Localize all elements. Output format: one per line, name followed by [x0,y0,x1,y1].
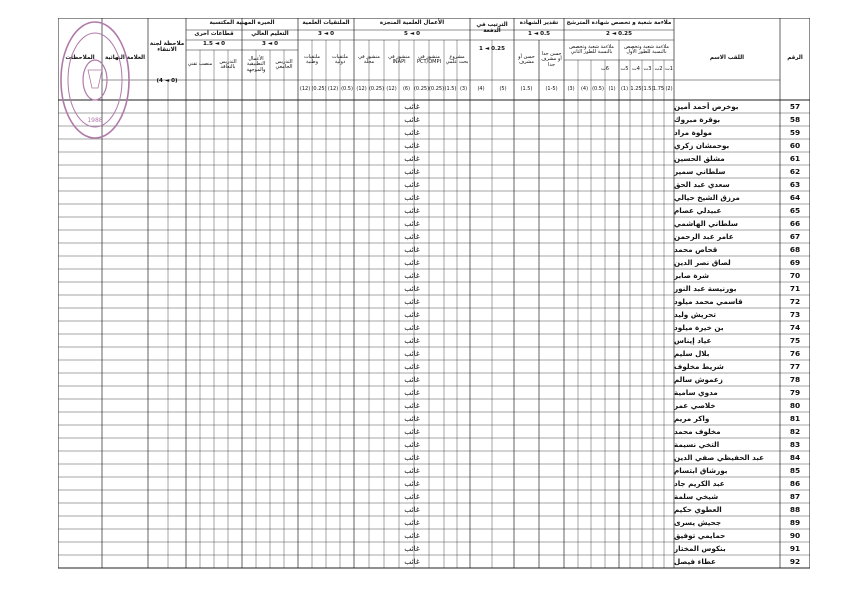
header-committee: ملاحظة لجنة الانتقاء [149,41,185,53]
coefficient-cell: (1-5) [545,86,558,93]
row-name: جحيش يسرى [674,517,722,527]
row-absent-status: غائب [404,153,420,163]
coefficient-cell: (0.5) [341,86,353,93]
coefficient-cell: (1) [608,86,616,93]
row-absent-status: غائب [404,348,420,358]
header-ranking-range: 0.25 ◄ 1 [479,46,505,53]
row-rank: 75 [789,335,801,345]
row-rank: 92 [789,556,801,566]
row-rank: 87 [789,491,801,501]
row-absent-status: غائب [404,361,420,371]
coefficient-cell: (0.5) [592,86,604,93]
coefficient-cell: (4) [477,86,485,93]
row-rank: 90 [789,530,801,540]
coefficient-cell: 1.25 [630,86,642,93]
row-rank: 73 [789,309,801,319]
row-name: التخي نسيمة [674,439,720,449]
row-absent-status: غائب [404,231,420,241]
row-name: شيخي سلمة [674,491,719,501]
row-absent-status: غائب [404,335,420,345]
row-name: بن خيرة ميلود [674,322,724,332]
row-absent-status: غائب [404,556,420,566]
row-rank: 77 [789,361,801,371]
coefficient-cell: (0.25) [414,86,429,93]
row-rank: 74 [789,322,801,332]
header-grade-good: حسن أو مشرف [518,53,535,65]
row-rank: 71 [789,283,801,293]
header-first-phase: ملاءمة شعبة وتخصص بالنسبة للطور الأول [624,43,669,55]
row-absent-status: غائب [404,465,420,475]
row-name: سعدي عبد الحق [674,179,730,189]
header-notes: الملاحظات [65,55,95,62]
row-rank: 67 [789,231,801,241]
row-absent-status: غائب [404,413,420,423]
row-rank: 61 [789,153,801,163]
row-rank: 91 [789,543,801,553]
row-name: سلطاني الهاشمي [674,218,738,228]
row-rank: 84 [789,452,801,462]
header-scientific-works: الأعمال العلمية المنجزة [379,20,445,27]
header-higher-ed: التعليم العالي [251,31,289,38]
row-name: بوقرة مبروك [674,114,721,124]
code-t4: 4ت [632,66,640,73]
header-sem-national: ملتقيات دولية [331,53,349,65]
row-absent-status: غائب [404,426,420,436]
row-name: قاسمي محمد ميلود [674,296,743,306]
row-name: زعموش سالم [674,374,723,384]
header-exp-contract: الأعمال التطبيقية والموجهة [246,56,266,73]
row-rank: 62 [789,166,801,176]
row-rank: 78 [789,374,801,384]
header-seminars-range: 0 ◄ 3 [318,31,335,38]
row-rank: 60 [789,140,801,150]
header-pub-inapi: منشور في INAPI [388,53,410,65]
row-name: بوخرص أحمد أمين [674,101,739,111]
row-name: مولوة مراد [674,127,712,137]
code-t5: 5ت [620,66,629,73]
row-name: بلال سليم [674,348,710,358]
row-absent-status: غائب [404,296,420,306]
coefficient-cell: 0.25 [313,86,325,93]
header-pub-journal: منشور في مجلة [358,53,380,65]
coefficient-cell: (12) [299,86,311,93]
code-t1: 1ت [665,66,673,73]
header-second-phase: ملاءمة شعبة وتخصص بالنسبة للطور الثاني [569,43,614,55]
coefficient-cell: (1.5) [444,86,457,93]
row-absent-status: غائب [404,387,420,397]
row-name: بورنيسة عبد النور [674,283,737,293]
coefficient-cell: (6) [402,86,411,93]
header-higher-ed-range: 0 ◄ 3 [262,41,279,48]
row-absent-status: غائب [404,140,420,150]
row-rank: 86 [789,478,801,488]
row-rank: 64 [789,192,801,202]
coefficient-cell: (5) [499,86,507,93]
row-rank: 57 [789,101,801,111]
row-name: مرزق الشيخ حيالي [674,192,740,202]
coefficient-cell: (0.25) [429,86,444,93]
row-absent-status: غائب [404,283,420,293]
row-absent-status: غائب [404,504,420,514]
row-rank: 83 [789,439,801,449]
row-name: سلطاني سمير [674,166,726,176]
row-absent-status: غائب [404,452,420,462]
row-absent-status: غائب [404,517,420,527]
row-rank: 89 [789,517,801,527]
header-exp-teaching: التدريس الجامعي [275,58,293,70]
header-pub-patent: مشروع بحث علمي [445,53,469,65]
header-scientific-works-range: 0 ◄ 5 [404,31,421,38]
row-absent-status: غائب [404,439,420,449]
coefficient-cell: (12) [386,86,397,93]
row-name: مدوي سامية [674,387,718,397]
row-absent-status: غائب [404,530,420,540]
row-absent-status: غائب [404,205,420,215]
row-absent-status: غائب [404,257,420,267]
row-absent-status: غائب [404,166,420,176]
row-name: عبيدلي عصام [674,205,722,215]
row-rank: 68 [789,244,801,254]
row-name: مشلق الحسين [674,153,725,163]
row-name: واكر مريم [674,413,710,423]
row-name: العطوي حكيم [674,504,722,514]
header-other-sectors: قطاعات أخرى [194,31,234,38]
code-t3: 3ت [643,66,652,73]
evaluation-sheet [58,18,810,574]
row-rank: 63 [789,179,801,189]
row-absent-status: غائب [404,114,420,124]
row-name: تحريش وليد [674,309,716,319]
row-rank: 80 [789,400,801,410]
coefficient-cell: (2) [665,86,673,93]
row-absent-status: غائب [404,218,420,228]
header-diploma-group: ملاءمة شعبة و تخصص شهادة المترشح [566,20,672,27]
row-name: لصاق نصر الدين [674,257,731,267]
row-absent-status: غائب [404,400,420,410]
header-ranking: الترتيب في الدفعة [476,22,508,34]
header-final-mark: العلامة النهائية [104,55,146,62]
row-absent-status: غائب [404,322,420,332]
row-name: بنكوس المختار [674,543,726,553]
row-name: شريط مخلوف [674,361,724,371]
row-absent-status: غائب [404,127,420,137]
row-rank: 69 [789,257,801,267]
row-absent-status: غائب [404,374,420,384]
header-diploma-grade-range: 0.5 ◄ 1 [527,31,551,38]
row-absent-status: غائب [404,309,420,319]
header-exp-pro: منصب تقني [187,61,213,68]
header-other-sectors-range: 0 ◄ 1.5 [202,41,226,48]
coefficient-cell: (12) [327,86,339,93]
row-rank: 72 [789,296,801,306]
svg-text:1988: 1988 [87,117,103,124]
header-diploma-grade: تقدير الشهادة [519,20,559,27]
row-rank: 59 [789,127,801,137]
coefficient-cell: 1.5 [643,86,652,93]
row-name: عياد إيناس [674,335,712,345]
header-grade-excellent: حسن جدا أو مشرف جدا [541,51,562,68]
row-rank: 79 [789,387,801,397]
row-absent-status: غائب [404,543,420,553]
row-name: بوحمشان زكري [674,140,730,150]
header-sem-local: ملتقيات وطنية [303,53,321,65]
row-name: عامر عبد الرحمن [674,231,734,241]
coefficient-cell: (3) [567,86,575,93]
row-name: بورشاق ابتسام [674,465,728,475]
row-absent-status: غائب [404,270,420,280]
row-name: شرة صابر [674,270,710,280]
row-rank: 66 [789,218,801,228]
row-rank: 88 [789,504,801,514]
row-name: مخلوف محمد [674,426,721,436]
coefficient-cell: (12) [356,86,367,93]
row-rank: 76 [789,348,801,358]
code-t2: 2ت [654,66,663,73]
row-rank: 85 [789,465,801,475]
header-exp-other: التدريس بالتعاقد [219,58,237,70]
code-t6: 6ت [601,66,609,73]
row-name: عبد الحفيظي صفي الدين [674,452,765,462]
header-pub-pctompi: منشور في PCT/OMPI [417,53,441,65]
coefficient-cell: (1) [620,86,629,93]
row-name: عطاء فيصل [674,556,716,566]
row-rank: 81 [789,413,801,423]
row-absent-status: غائب [404,244,420,254]
row-name: عبد الكريم جاد [674,478,725,488]
row-absent-status: غائب [404,491,420,501]
row-rank: 58 [789,114,801,124]
row-rank: 82 [789,426,801,436]
header-rank: الرقم [787,55,803,62]
header-experience: الخبرة المهنية المكتسبة [209,20,275,27]
row-name: خلاصي عمر [674,400,716,410]
header-diploma-range: 0.25 ◄ 2 [606,31,632,38]
row-absent-status: غائب [404,101,420,111]
row-rank: 70 [789,270,801,280]
row-name: قحاص محمد [674,244,718,254]
coefficient-cell: 1.75 [653,86,664,93]
coefficient-cell: (4) [580,86,589,93]
row-rank: 65 [789,205,801,215]
header-name: اللقب الاسم [709,55,745,62]
header-seminars: الملتقيات العلمية [302,20,350,27]
row-absent-status: غائب [404,179,420,189]
header-committee-range: (0 ◄ 4) [156,78,178,85]
row-absent-status: غائب [404,478,420,488]
coefficient-cell: (3) [459,86,468,93]
official-stamp [58,18,132,142]
coefficient-cell: (1.5) [520,86,533,93]
coefficient-cell: (0.25) [369,86,384,93]
row-absent-status: غائب [404,192,420,202]
row-name: حمايمي توفيق [674,530,726,540]
